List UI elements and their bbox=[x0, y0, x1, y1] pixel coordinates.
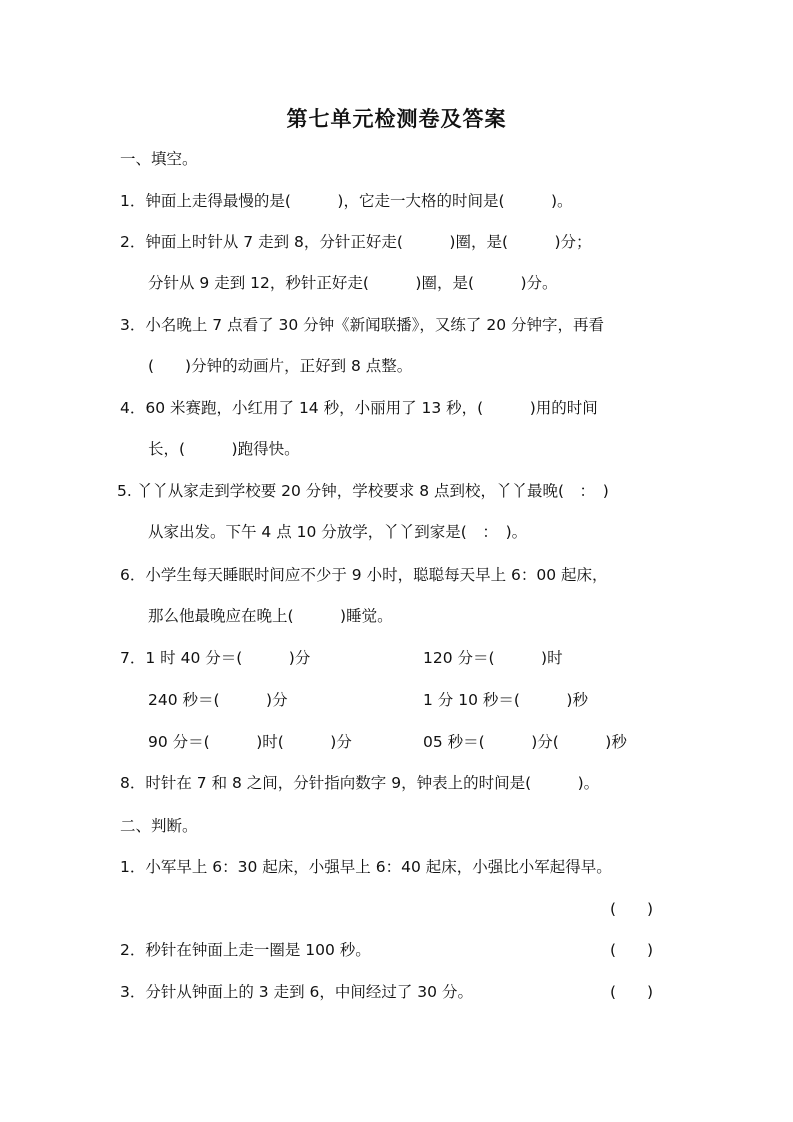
q6-fill-text-line1: 6．小学生每天睡眠时间应不少于 9 小时，聪聪每天早上 6：00 起床， bbox=[120, 566, 608, 584]
q7-item-r3c1: 90 分＝( )时( )分 bbox=[148, 733, 352, 751]
q7-item-r2c1: 240 秒＝( )分 bbox=[148, 691, 288, 709]
section2-heading: 二、判断。 bbox=[120, 817, 198, 835]
q5-fill-text-line1: 5. 丫丫从家走到学校要 20 分钟，学校要求 8 点到校，丫丫最晚( ： ) bbox=[117, 482, 609, 500]
q2-fill-text-line1: 2．钟面上时针从 7 走到 8，分针正好走( )圈，是( )分； bbox=[120, 233, 592, 251]
judge-q3-answer-paren: ( ) bbox=[610, 983, 654, 1001]
q7-item-r1c1: 7．1 时 40 分＝( )分 bbox=[120, 649, 311, 667]
judge-q1-answer-paren: ( ) bbox=[610, 900, 654, 918]
q4-fill-text-line2: 长，( )跑得快。 bbox=[148, 440, 300, 458]
q6-fill-text-line2: 那么他最晚应在晚上( )睡觉。 bbox=[148, 607, 393, 625]
q2-fill-text-line2: 分针从 9 走到 12，秒针正好走( )圈，是( )分。 bbox=[148, 274, 558, 292]
judge-q2-answer-paren: ( ) bbox=[610, 941, 654, 959]
q3-fill-text-line2: ( )分钟的动画片，正好到 8 点整。 bbox=[148, 357, 413, 375]
page-title: 第七单元检测卷及答案 bbox=[286, 107, 507, 131]
q7-item-r2c2: 1 分 10 秒＝( )秒 bbox=[423, 691, 588, 709]
q5-fill-text-line2: 从家出发。下午 4 点 10 分放学，丫丫到家是( ： )。 bbox=[148, 523, 528, 541]
q7-item-r1c2: 120 分＝( )时 bbox=[423, 649, 563, 667]
q3-fill-text-line1: 3．小名晚上 7 点看了 30 分钟《新闻联播》，又练了 20 分钟字，再看 bbox=[120, 316, 604, 334]
judge-q1-text: 1．小军早上 6：30 起床，小强早上 6：40 起床，小强比小军起得早。 bbox=[120, 858, 612, 876]
q1-fill-text: 1．钟面上走得最慢的是( )，它走一大格的时间是( )。 bbox=[120, 192, 573, 210]
q8-fill-text: 8．时针在 7 和 8 之间，分针指向数字 9，钟表上的时间是( )。 bbox=[120, 774, 600, 792]
section1-heading: 一、填空。 bbox=[120, 150, 198, 168]
judge-q2-text: 2．秒针在钟面上走一圈是 100 秒。 bbox=[120, 941, 371, 959]
judge-q3-text: 3．分针从钟面上的 3 走到 6，中间经过了 30 分。 bbox=[120, 983, 473, 1001]
q4-fill-text-line1: 4．60 米赛跑，小红用了 14 秒，小丽用了 13 秒，( )用的时间 bbox=[120, 399, 598, 417]
q7-item-r3c2: 05 秒＝( )分( )秒 bbox=[423, 733, 627, 751]
